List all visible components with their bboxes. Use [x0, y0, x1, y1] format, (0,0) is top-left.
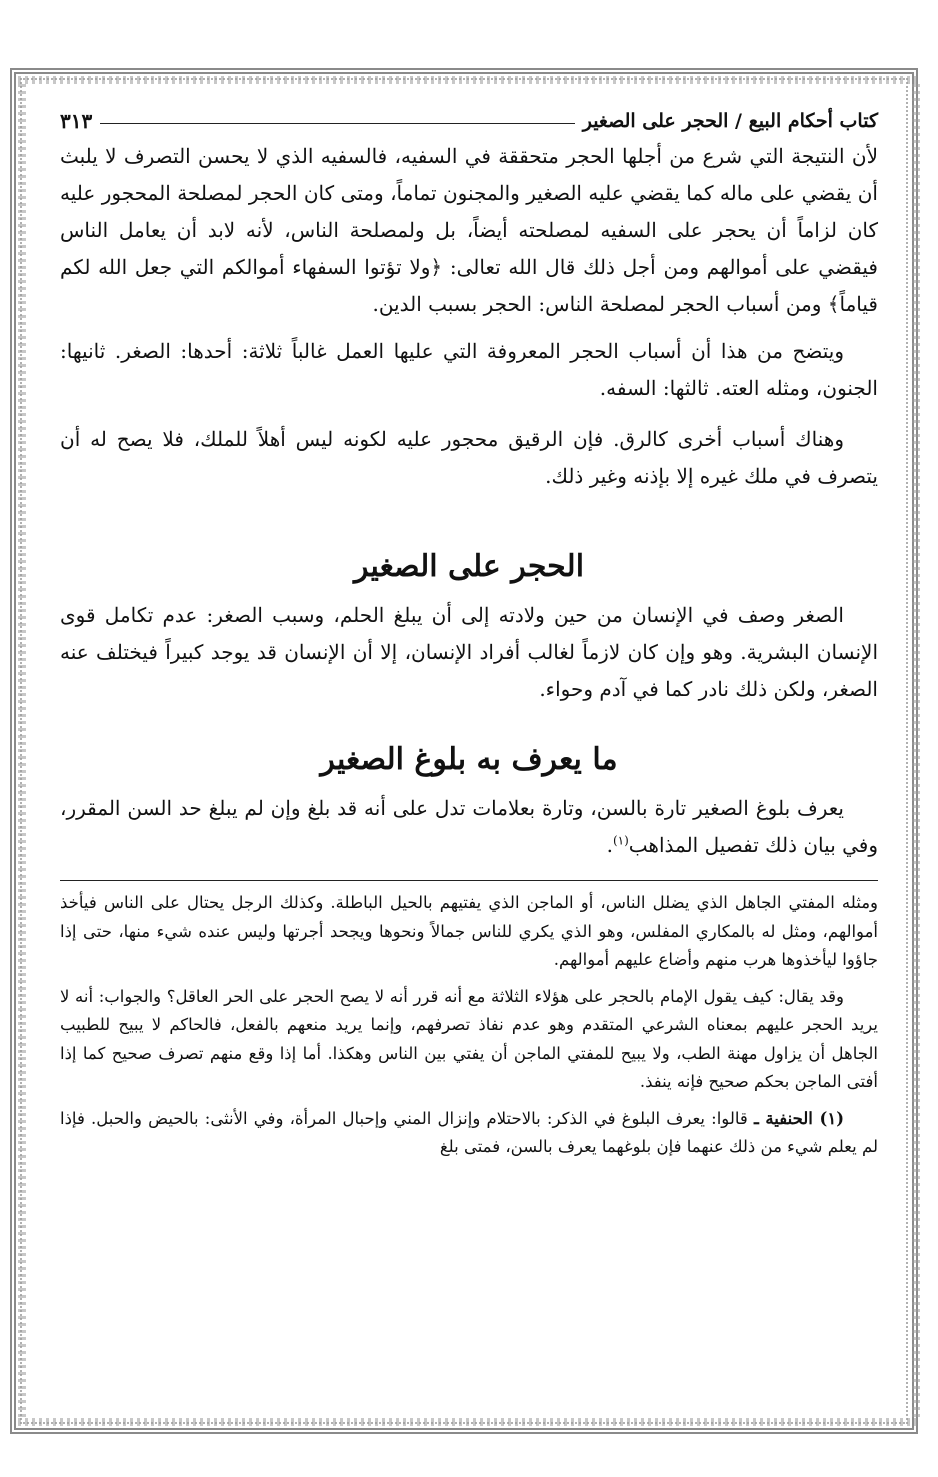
footnote-1-text: قالوا: يعرف البلوغ في الذكر: بالاحتلام وإنزال المني وإحبال المرأة، وفي الأنثى: بالحيض والحبل. فإذا لم يعلم شيء من ذلك عنهما فإن بلوغهما يعرف بالسن، فمتى بلغ — [60, 1108, 878, 1156]
header-rule — [100, 123, 574, 124]
paragraph-4: الصغر وصف في الإنسان من حين ولادته إلى أن يبلغ الحلم، وسبب الصغر: عدم تكامل قوى الإنسان البشرية. وهو وإن كان لازماً لغالب أفراد الإنسان، إلا أن الإنسان قد يوجد كبيراً فيختلف عنه الصغر، ولكن ذلك نادر كما في آدم وحواء. — [60, 603, 878, 701]
footnote-1-marker: (١) الحنفية ـ — [753, 1108, 844, 1128]
footnote-continued-2: وقد يقال: كيف يقول الإمام بالحجر على هؤلاء الثلاثة مع أنه قرر أنه لا يصح الحجر على الحر العاقل؟ والجواب: أنه لا يريد الحجر عليهم بمعناه الشرعي المتقدم وهو عدم نفاذ تصرفهم، وإنما يريد منعهم بالفعل، فالحاكم لا يبيح للطبيب الجاهل أن يزاول مهنة الطب، ولا يبيح للمفتي الماجن أن يفتي بين الناس وهكذا. أما إذا وقع منهم تصرف صحيح كما إذا أفتى الماجن بحكم صحيح فإنه ينفذ. — [60, 986, 878, 1091]
section-heading-1: الحجر على الصغير — [353, 549, 585, 584]
footnote-separator — [60, 880, 878, 881]
footnote-1 — [60, 1105, 878, 1162]
paragraph-5-text: يعرف بلوغ الصغير تارة بالسن، وتارة بعلامات تدل على أنه قد بلغ وإن لم يبلغ حد السن المقرر، وفي بيان ذلك تفصيل المذاهب — [60, 796, 878, 857]
section-heading-2: ما يعرف به بلوغ الصغير — [320, 742, 618, 777]
paragraph-5 — [60, 790, 878, 864]
running-header — [60, 104, 878, 138]
border-ornament-left — [18, 84, 26, 1418]
header-title: كتاب أحكام البيع / الحجر على الصغير — [582, 110, 878, 132]
footnote-reference[interactable]: (١) — [612, 833, 629, 848]
border-ornament-right — [912, 84, 920, 1418]
paragraph-5-end: . — [606, 833, 613, 857]
paragraph-2: ويتضح من هذا أن أسباب الحجر المعروفة التي عليها العمل غالباً ثلاثة: أحدها: الصغر. ثانيها: الجنون، ومثله العته. ثالثها: السفه. — [60, 339, 878, 400]
footnote-continued-1: ومثله المفتي الجاهل الذي يضلل الناس، أو الماجن الذي يفتيهم بالحيل الباطلة. وكذلك الرجل يحتال على الناس فيأخذ أموالهم، ومثل له بالمكاري المفلس، وهو الذي يكري للناس جمالاً ونحوها ويجحد أجرتها وليس عنده شيء منها، حتى إذا جاؤوا ليأخذوها هرب منهم وأضاع عليهم أموالهم. — [60, 893, 878, 969]
paragraph-3: وهناك أسباب أخرى كالرق. فإن الرقيق محجور عليه لكونه ليس أهلاً للملك، فلا يصح له أن يتصرف في ملك غيره إلا بإذنه وغير ذلك. — [60, 427, 878, 488]
page-number: ٣١٣ — [60, 109, 93, 133]
border-ornament-top — [18, 76, 920, 84]
page-content — [60, 104, 878, 1162]
paragraph-1: لأن النتيجة التي شرع من أجلها الحجر متحققة في السفيه، فالسفيه الذي لا يحسن التصرف لا يلبث أن يقضي على ماله كما يقضي عليه الصغير والمجنون تماماً، ومتى كان الحجر لمصلحة المحجور عليه كان لزاماً أن يحجر على السفيه لمصلحته أيضاً، بل ولمصلحة الناس، لأنه لابد أن يعامل الناس فيقضي على أموالهم ومن أجل ذلك قال الله تعالى: ﴿ولا تؤتوا السفهاء أموالكم التي جعل الله لكم قياماً﴾ ومن أسباب الحجر لمصلحة الناس: الحجر بسبب الدين. — [60, 144, 878, 316]
border-ornament-bottom — [18, 1418, 920, 1426]
